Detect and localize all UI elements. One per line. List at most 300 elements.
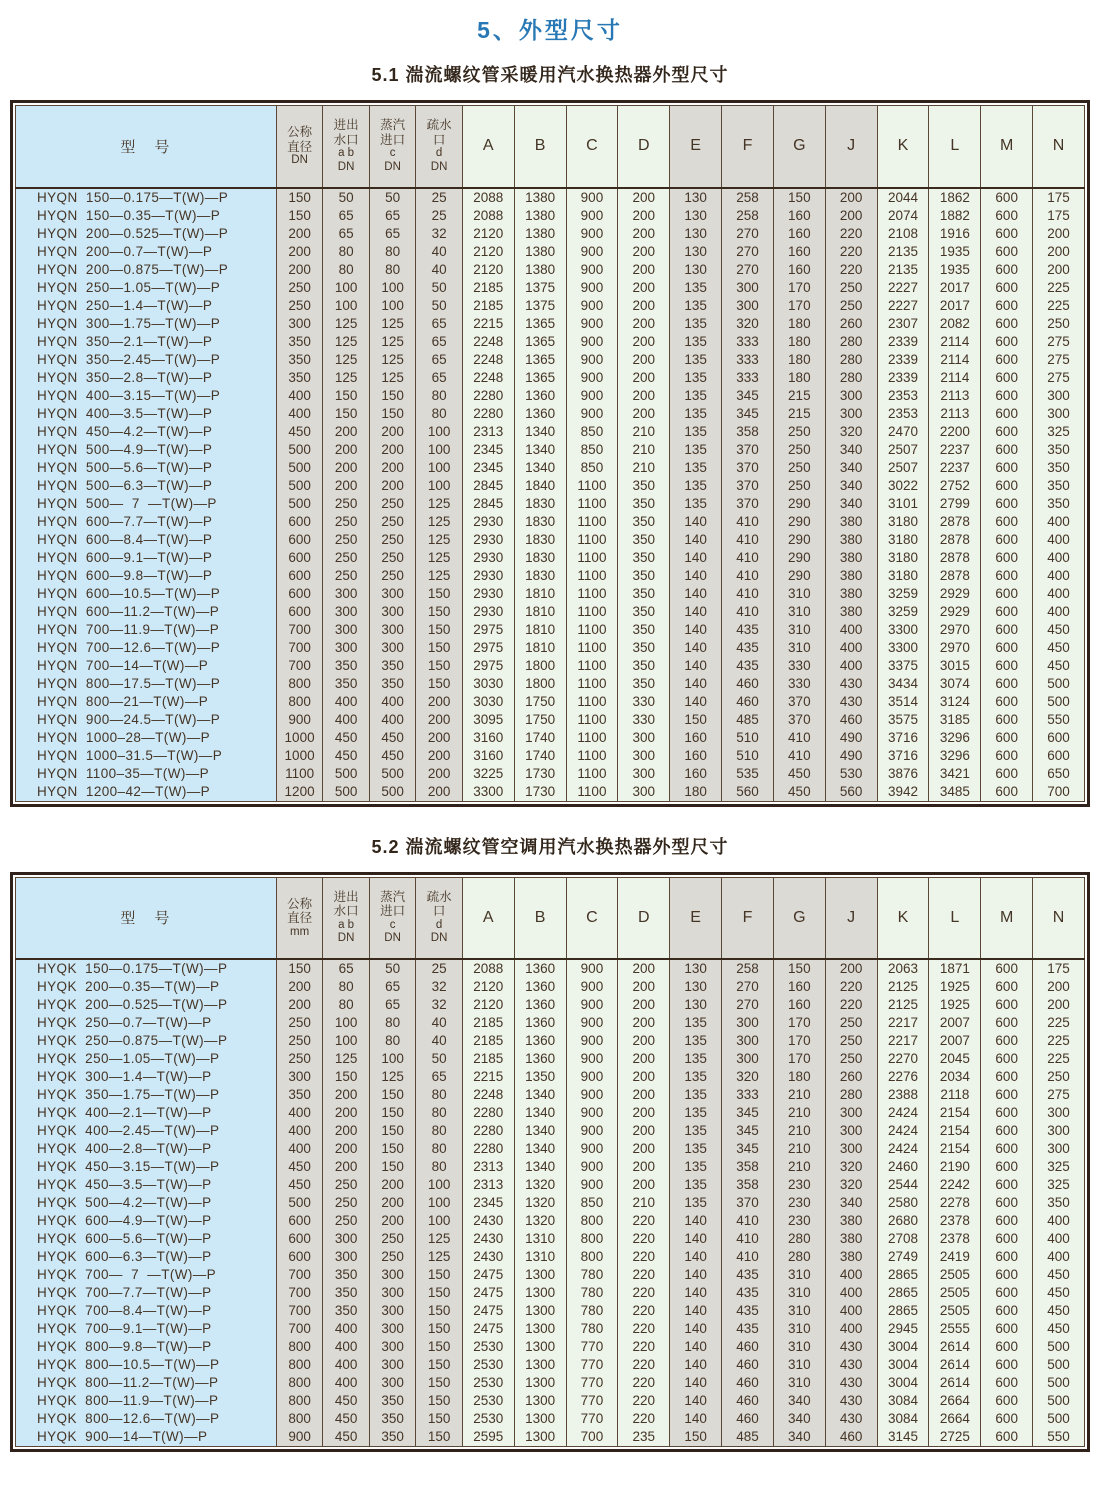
dim-G-cell: 160 — [773, 996, 825, 1014]
dim-F-cell: 370 — [722, 495, 774, 513]
dim-E-cell: 130 — [670, 959, 722, 978]
dim-G-cell: 170 — [773, 297, 825, 315]
spec-value-cell: 400 — [369, 711, 416, 729]
dim-E-cell: 140 — [670, 1212, 722, 1230]
spec-value-cell: 100 — [416, 423, 463, 441]
dim-D-cell: 220 — [618, 1338, 670, 1356]
spec-value-cell: 125 — [416, 495, 463, 513]
spec-value-cell: 500 — [276, 1194, 323, 1212]
dim-L-cell: 2725 — [929, 1428, 981, 1447]
dim-E-cell: 130 — [670, 978, 722, 996]
col-header-B: B — [514, 106, 566, 188]
spec-value-cell: 500 — [369, 783, 416, 802]
table-row — [16, 1086, 1085, 1104]
dim-J-cell: 220 — [825, 978, 877, 996]
dim-F-cell: 300 — [722, 1032, 774, 1050]
spec-value-cell: 800 — [276, 1338, 323, 1356]
dim-B-cell: 1320 — [514, 1194, 566, 1212]
spec-value-cell: 1100 — [276, 765, 323, 783]
dim-C-cell: 900 — [566, 405, 618, 423]
aircon-exchanger-dimension-table — [15, 877, 1085, 1448]
dim-G-cell: 160 — [773, 225, 825, 243]
table-row — [16, 765, 1085, 783]
spec-value-cell: 150 — [416, 1392, 463, 1410]
header-line: DN — [291, 154, 308, 166]
dim-K-cell: 3180 — [877, 513, 929, 531]
dim-F-cell: 358 — [722, 1158, 774, 1176]
dim-M-cell: 600 — [981, 1050, 1033, 1068]
spec-value-cell: 100 — [323, 279, 370, 297]
dim-J-cell: 460 — [825, 1428, 877, 1447]
dim-N-cell: 350 — [1033, 1194, 1085, 1212]
dim-E-cell: 140 — [670, 585, 722, 603]
dim-A-cell: 2280 — [462, 405, 514, 423]
dim-E-cell: 140 — [670, 1392, 722, 1410]
spec-value-cell: 300 — [323, 1248, 370, 1266]
spec-value-cell: 350 — [276, 369, 323, 387]
dim-F-cell: 300 — [722, 1050, 774, 1068]
dim-G-cell: 310 — [773, 1356, 825, 1374]
spec-value-cell: 600 — [276, 567, 323, 585]
dim-J-cell: 430 — [825, 1392, 877, 1410]
dim-J-cell: 490 — [825, 729, 877, 747]
spec-value-cell: 100 — [323, 1032, 370, 1050]
dim-F-cell: 370 — [722, 441, 774, 459]
dim-C-cell: 900 — [566, 351, 618, 369]
dim-D-cell: 200 — [618, 387, 670, 405]
dim-C-cell: 900 — [566, 1032, 618, 1050]
dim-A-cell: 2430 — [462, 1212, 514, 1230]
spec-value-cell: 65 — [369, 207, 416, 225]
spec-value-cell: 400 — [323, 693, 370, 711]
dim-L-cell: 2045 — [929, 1050, 981, 1068]
dim-J-cell: 300 — [825, 1122, 877, 1140]
dim-G-cell: 310 — [773, 639, 825, 657]
header-line: 蒸汽 — [380, 118, 406, 133]
spec-value-cell: 250 — [369, 513, 416, 531]
table-row — [16, 1374, 1085, 1392]
spec-value-cell: 700 — [276, 621, 323, 639]
dim-F-cell: 320 — [722, 315, 774, 333]
spec-value-cell: 600 — [276, 531, 323, 549]
table-row — [16, 1428, 1085, 1447]
dim-L-cell: 2154 — [929, 1122, 981, 1140]
dim-G-cell: 170 — [773, 279, 825, 297]
dim-F-cell: 510 — [722, 729, 774, 747]
dim-B-cell: 1375 — [514, 297, 566, 315]
model-cell: HYQK 600—6.3—T(W)—P — [16, 1248, 277, 1266]
col-header-A: A — [462, 877, 514, 959]
spec-value-cell: 80 — [369, 1014, 416, 1032]
dim-J-cell: 340 — [825, 477, 877, 495]
dim-E-cell: 140 — [670, 1410, 722, 1428]
model-cell: HYQN 200—0.7—T(W)—P — [16, 243, 277, 261]
model-cell: HYQK 600—5.6—T(W)—P — [16, 1230, 277, 1248]
spec-value-cell: 100 — [369, 1050, 416, 1068]
dim-G-cell: 180 — [773, 315, 825, 333]
dim-N-cell: 300 — [1033, 1122, 1085, 1140]
table-row — [16, 657, 1085, 675]
dim-K-cell: 2460 — [877, 1158, 929, 1176]
dim-E-cell: 135 — [670, 279, 722, 297]
dim-E-cell: 140 — [670, 1266, 722, 1284]
dim-E-cell: 135 — [670, 1140, 722, 1158]
spec-value-cell: 100 — [416, 441, 463, 459]
dim-K-cell: 3180 — [877, 531, 929, 549]
dim-G-cell: 310 — [773, 1374, 825, 1392]
dim-A-cell: 2280 — [462, 1122, 514, 1140]
dim-E-cell: 135 — [670, 297, 722, 315]
dim-L-cell: 2929 — [929, 585, 981, 603]
dim-J-cell: 300 — [825, 387, 877, 405]
spec-value-cell: 125 — [323, 333, 370, 351]
dim-J-cell: 250 — [825, 1032, 877, 1050]
spec-value-cell: 200 — [323, 423, 370, 441]
dim-G-cell: 180 — [773, 369, 825, 387]
dim-D-cell: 200 — [618, 405, 670, 423]
dim-L-cell: 1882 — [929, 207, 981, 225]
table-row — [16, 477, 1085, 495]
dim-B-cell: 1300 — [514, 1392, 566, 1410]
table-row — [16, 1122, 1085, 1140]
dim-D-cell: 200 — [618, 261, 670, 279]
table-row — [16, 1140, 1085, 1158]
section-5-1-subtitle: 5.1 湍流螺纹管采暖用汽水换热器外型尺寸 — [371, 65, 729, 85]
spec-value-cell: 300 — [369, 621, 416, 639]
dim-M-cell: 600 — [981, 1284, 1033, 1302]
dim-E-cell: 130 — [670, 996, 722, 1014]
col-header-G: G — [773, 877, 825, 959]
dim-L-cell: 2970 — [929, 639, 981, 657]
dim-D-cell: 200 — [618, 279, 670, 297]
model-cell: HYQN 400—3.15—T(W)—P — [16, 387, 277, 405]
dim-J-cell: 400 — [825, 639, 877, 657]
spec-value-cell: 400 — [323, 1374, 370, 1392]
dim-D-cell: 300 — [618, 783, 670, 802]
spec-value-cell: 50 — [323, 188, 370, 207]
col-header-M: M — [981, 106, 1033, 188]
dim-C-cell: 1100 — [566, 783, 618, 802]
dim-C-cell: 900 — [566, 369, 618, 387]
dim-L-cell: 2017 — [929, 279, 981, 297]
dim-K-cell: 3004 — [877, 1374, 929, 1392]
dim-B-cell: 1360 — [514, 1050, 566, 1068]
dim-A-cell: 3095 — [462, 711, 514, 729]
dim-D-cell: 350 — [618, 477, 670, 495]
dim-L-cell: 2082 — [929, 315, 981, 333]
dim-N-cell: 275 — [1033, 333, 1085, 351]
dim-E-cell: 140 — [670, 1284, 722, 1302]
table-row — [16, 1284, 1085, 1302]
dim-L-cell: 2878 — [929, 549, 981, 567]
dim-D-cell: 200 — [618, 243, 670, 261]
dim-K-cell: 2865 — [877, 1284, 929, 1302]
dim-M-cell: 600 — [981, 711, 1033, 729]
dim-L-cell: 2664 — [929, 1410, 981, 1428]
dim-B-cell: 1830 — [514, 567, 566, 585]
dim-L-cell: 2555 — [929, 1320, 981, 1338]
dim-D-cell: 200 — [618, 1014, 670, 1032]
spec-value-cell: 450 — [323, 1392, 370, 1410]
dim-A-cell: 3300 — [462, 783, 514, 802]
model-cell: HYQN 1000–28—T(W)—P — [16, 729, 277, 747]
spec-value-cell: 100 — [416, 1176, 463, 1194]
dim-F-cell: 300 — [722, 1014, 774, 1032]
dim-L-cell: 1862 — [929, 188, 981, 207]
dim-J-cell: 220 — [825, 225, 877, 243]
dim-K-cell: 2135 — [877, 261, 929, 279]
dim-B-cell: 1300 — [514, 1320, 566, 1338]
spec-value-cell: 200 — [276, 978, 323, 996]
dim-J-cell: 400 — [825, 1302, 877, 1320]
spec-value-cell: 250 — [323, 1194, 370, 1212]
dim-B-cell: 1810 — [514, 639, 566, 657]
model-cell: HYQN 600—11.2—T(W)—P — [16, 603, 277, 621]
spec-value-cell: 300 — [323, 585, 370, 603]
spec-value-cell: 80 — [416, 1104, 463, 1122]
spec-value-cell: 200 — [369, 1176, 416, 1194]
dim-L-cell: 2664 — [929, 1392, 981, 1410]
dim-C-cell: 770 — [566, 1356, 618, 1374]
table-row — [16, 585, 1085, 603]
table-row — [16, 1158, 1085, 1176]
table-row — [16, 1050, 1085, 1068]
dim-B-cell: 1340 — [514, 1086, 566, 1104]
spec-value-cell: 200 — [416, 747, 463, 765]
table-row — [16, 225, 1085, 243]
dim-C-cell: 900 — [566, 1158, 618, 1176]
dim-B-cell: 1360 — [514, 996, 566, 1014]
dim-C-cell: 780 — [566, 1320, 618, 1338]
spec-value-cell: 700 — [276, 639, 323, 657]
spec-value-cell: 125 — [323, 369, 370, 387]
dim-J-cell: 280 — [825, 351, 877, 369]
dim-G-cell: 250 — [773, 477, 825, 495]
dim-J-cell: 280 — [825, 1086, 877, 1104]
col-header-C: C — [566, 106, 618, 188]
dim-M-cell: 600 — [981, 621, 1033, 639]
dim-C-cell: 800 — [566, 1248, 618, 1266]
spec-value-cell: 150 — [416, 675, 463, 693]
model-cell: HYQK 800—9.8—T(W)—P — [16, 1338, 277, 1356]
spec-value-cell: 800 — [276, 693, 323, 711]
dim-N-cell: 325 — [1033, 1176, 1085, 1194]
dim-G-cell: 150 — [773, 959, 825, 978]
dim-M-cell: 600 — [981, 1230, 1033, 1248]
dim-G-cell: 170 — [773, 1050, 825, 1068]
dim-A-cell: 2930 — [462, 549, 514, 567]
dim-D-cell: 200 — [618, 297, 670, 315]
dim-E-cell: 135 — [670, 423, 722, 441]
dim-N-cell: 225 — [1033, 1014, 1085, 1032]
section-5-2-subtitle: 5.2 湍流螺纹管空调用汽水换热器外型尺寸 — [371, 836, 729, 857]
dim-L-cell: 2505 — [929, 1284, 981, 1302]
header-line: 公称 — [287, 896, 313, 911]
spec-value-cell: 32 — [416, 996, 463, 1014]
header-line: DN — [337, 160, 355, 173]
dim-F-cell: 410 — [722, 1212, 774, 1230]
dim-E-cell: 135 — [670, 1014, 722, 1032]
dim-D-cell: 220 — [618, 1284, 670, 1302]
table-row — [16, 603, 1085, 621]
dim-C-cell: 1100 — [566, 585, 618, 603]
dim-N-cell: 225 — [1033, 297, 1085, 315]
col-header-F: F — [722, 877, 774, 959]
spec-value-cell: 350 — [369, 1410, 416, 1428]
model-cell: HYQK 700— 7 —T(W)—P — [16, 1266, 277, 1284]
table-row — [16, 315, 1085, 333]
dim-B-cell: 1840 — [514, 477, 566, 495]
spec-value-cell: 150 — [369, 1158, 416, 1176]
dim-K-cell: 2865 — [877, 1302, 929, 1320]
spec-value-cell: 600 — [276, 549, 323, 567]
spec-value-cell: 25 — [416, 188, 463, 207]
dim-J-cell: 380 — [825, 567, 877, 585]
dim-E-cell: 140 — [670, 621, 722, 639]
spec-value-cell: 125 — [416, 549, 463, 567]
dim-A-cell: 2345 — [462, 1194, 514, 1212]
dim-A-cell: 2185 — [462, 1050, 514, 1068]
table-row — [16, 1338, 1085, 1356]
table-row — [16, 1230, 1085, 1248]
dim-K-cell: 2424 — [877, 1140, 929, 1158]
dim-C-cell: 900 — [566, 243, 618, 261]
dim-L-cell: 2878 — [929, 567, 981, 585]
dim-A-cell: 2215 — [462, 1068, 514, 1086]
dim-J-cell: 320 — [825, 423, 877, 441]
dim-C-cell: 770 — [566, 1338, 618, 1356]
spec-value-cell: 150 — [369, 1086, 416, 1104]
dim-D-cell: 220 — [618, 1248, 670, 1266]
spec-value-cell: 400 — [276, 1122, 323, 1140]
dim-B-cell: 1360 — [514, 387, 566, 405]
dim-K-cell: 2580 — [877, 1194, 929, 1212]
spec-value-cell: 40 — [416, 261, 463, 279]
dim-L-cell: 3124 — [929, 693, 981, 711]
dim-L-cell: 2970 — [929, 621, 981, 639]
dim-A-cell: 2248 — [462, 369, 514, 387]
dim-G-cell: 180 — [773, 351, 825, 369]
dim-F-cell: 270 — [722, 996, 774, 1014]
dim-M-cell: 600 — [981, 315, 1033, 333]
dim-A-cell: 2430 — [462, 1248, 514, 1266]
spec-value-cell: 500 — [323, 783, 370, 802]
dim-K-cell: 2544 — [877, 1176, 929, 1194]
spec-value-cell: 250 — [276, 1032, 323, 1050]
header-line: 直径 — [287, 911, 313, 925]
spec-value-cell: 200 — [323, 1158, 370, 1176]
dim-L-cell: 1871 — [929, 959, 981, 978]
dim-N-cell: 275 — [1033, 1086, 1085, 1104]
col-header-spec-2 — [369, 877, 416, 959]
model-cell: HYQK 800—10.5—T(W)—P — [16, 1356, 277, 1374]
dim-M-cell: 600 — [981, 495, 1033, 513]
spec-value-cell: 100 — [416, 459, 463, 477]
dim-E-cell: 135 — [670, 477, 722, 495]
dim-K-cell: 3300 — [877, 639, 929, 657]
dim-G-cell: 160 — [773, 978, 825, 996]
dim-M-cell: 600 — [981, 765, 1033, 783]
spec-value-cell: 125 — [416, 513, 463, 531]
spec-value-cell: 200 — [416, 783, 463, 802]
dim-B-cell: 1300 — [514, 1338, 566, 1356]
dim-E-cell: 130 — [670, 243, 722, 261]
model-cell: HYQK 800—11.2—T(W)—P — [16, 1374, 277, 1392]
model-cell: HYQN 300—1.75—T(W)—P — [16, 315, 277, 333]
spec-value-cell: 150 — [276, 188, 323, 207]
dim-F-cell: 410 — [722, 585, 774, 603]
dim-J-cell: 400 — [825, 621, 877, 639]
dim-E-cell: 140 — [670, 603, 722, 621]
dim-C-cell: 1100 — [566, 639, 618, 657]
dim-B-cell: 1740 — [514, 729, 566, 747]
dim-M-cell: 600 — [981, 423, 1033, 441]
dim-M-cell: 600 — [981, 188, 1033, 207]
dim-C-cell: 850 — [566, 1194, 618, 1212]
col-header-spec-3 — [416, 877, 463, 959]
dim-J-cell: 380 — [825, 1230, 877, 1248]
model-cell: HYQK 250—1.05—T(W)—P — [16, 1050, 277, 1068]
col-header-spec-3 — [416, 106, 463, 188]
dim-J-cell: 200 — [825, 188, 877, 207]
dim-D-cell: 200 — [618, 1140, 670, 1158]
dim-L-cell: 1925 — [929, 978, 981, 996]
dim-M-cell: 600 — [981, 1158, 1033, 1176]
dim-A-cell: 2248 — [462, 1086, 514, 1104]
spec-value-cell: 150 — [416, 1320, 463, 1338]
dim-B-cell: 1360 — [514, 959, 566, 978]
spec-value-cell: 350 — [369, 657, 416, 675]
model-cell: HYQN 500—4.9—T(W)—P — [16, 441, 277, 459]
dim-A-cell: 2930 — [462, 531, 514, 549]
dim-G-cell: 310 — [773, 621, 825, 639]
spec-value-cell: 200 — [323, 441, 370, 459]
spec-value-cell: 65 — [416, 333, 463, 351]
dim-D-cell: 330 — [618, 711, 670, 729]
model-cell: HYQN 800—17.5—T(W)—P — [16, 675, 277, 693]
table-row — [16, 188, 1085, 207]
dim-G-cell: 410 — [773, 729, 825, 747]
dim-J-cell: 340 — [825, 441, 877, 459]
spec-value-cell: 125 — [369, 1068, 416, 1086]
dim-E-cell: 135 — [670, 1176, 722, 1194]
spec-value-cell: 125 — [323, 1050, 370, 1068]
dim-E-cell: 140 — [670, 675, 722, 693]
dim-A-cell: 2185 — [462, 279, 514, 297]
dim-B-cell: 1360 — [514, 978, 566, 996]
model-cell: HYQK 800—12.6—T(W)—P — [16, 1410, 277, 1428]
spec-value-cell: 400 — [276, 387, 323, 405]
dim-M-cell: 600 — [981, 693, 1033, 711]
dim-B-cell: 1340 — [514, 423, 566, 441]
dim-C-cell: 900 — [566, 225, 618, 243]
dim-L-cell: 2505 — [929, 1266, 981, 1284]
dim-M-cell: 600 — [981, 603, 1033, 621]
dim-M-cell: 600 — [981, 1302, 1033, 1320]
dim-D-cell: 210 — [618, 1194, 670, 1212]
model-cell: HYQN 200—0.525—T(W)—P — [16, 225, 277, 243]
spec-value-cell: 500 — [276, 477, 323, 495]
spec-value-cell: 32 — [416, 978, 463, 996]
dim-E-cell: 130 — [670, 207, 722, 225]
dim-N-cell: 200 — [1033, 261, 1085, 279]
section-5-2 — [10, 833, 1090, 1453]
dim-N-cell: 550 — [1033, 1428, 1085, 1447]
model-cell: HYQN 350—2.1—T(W)—P — [16, 333, 277, 351]
dim-D-cell: 235 — [618, 1428, 670, 1447]
dim-B-cell: 1365 — [514, 315, 566, 333]
header-line: 疏水 — [426, 118, 452, 133]
